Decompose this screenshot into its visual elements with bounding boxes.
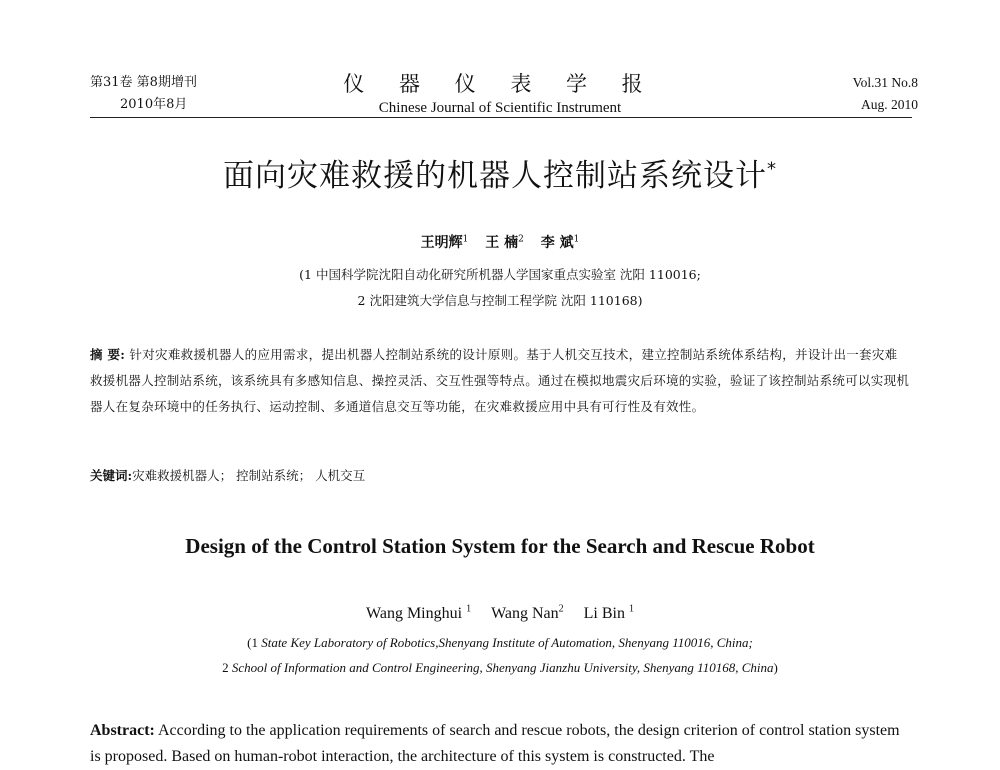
abstract-zh-text: 针对灾难救援机器人的应用需求，提出机器人控制站系统的设计原则。基于人机交互技术，建立控制站系统体系结构，并设计出一套灾难救援机器人控制站系统，该系统具有多感知信息、操控灵活、交互性强等特点。通过在模拟地震灾后环境的实验，验证了该控制站系统可以实现机器人在复杂环境中的任务执行、运动控制、多通道信息交互等功能，在灾难救援应用中具有可行性及有效性。 [90,347,910,414]
authors-en [0,604,1000,623]
authors-zh [0,232,1000,252]
author-zh: 王 楠$^2$ [485,234,524,251]
volume-issue: 第31卷 第8期增刊 [90,75,197,90]
author-zh: 王明辉$^1$ [420,234,469,251]
affiliation-en-1: (1 State Key Laboratory of Robotics,Shenyang Institute of Automation, Shenyang 110016, China; [247,635,753,650]
affiliations-en [0,630,1000,680]
author-en: Wang Minghui $^1$ [366,604,472,623]
volume-issue-en: Vol.31 No.8 [852,75,918,90]
abstract-zh [90,342,910,420]
keywords-zh-text: 灾难救援机器人； 控制站系统； 人机交互 [132,468,366,483]
abstract-zh-label: 摘 要: [90,347,126,362]
journal-volume-info-en [853,72,918,116]
affiliation-en-2: 2 School of Information and Control Engineering, Shenyang Jianzhu University, Shenyang 110168, China) [222,660,778,675]
header-rule [90,117,912,118]
journal-title [0,68,1000,117]
paper-title-en: Design of the Control Station System for the Search and Rescue Robot [185,534,815,558]
abstract-en [90,718,912,770]
author-en: Li Bin $^1$ [583,604,634,623]
paper-title-zh [0,150,1000,195]
affiliation-zh-1: (1 中国科学院沈阳自动化研究所机器人学国家重点实验室 沈阳 110016; [299,267,701,282]
author-zh: 李 斌$^1$ [540,234,580,251]
affiliations-zh [0,262,1000,314]
journal-title-en: Chinese Journal of Scientific Instrument [378,100,622,116]
keywords-zh-label: 关键词: [90,468,133,483]
journal-title-zh: 仪 器 仪 表 学 报 [343,72,657,96]
abstract-en-text: According to the application requirements of search and rescue robots, the design criterion of control station system is proposed. Based on human-robot interaction, the architecture of this system is constructed. The [90,722,900,765]
publication-date-en: Aug. 2010 [861,97,918,112]
abstract-en-label: Abstract: [90,722,155,739]
paper-title-zh-text: 面向灾难救援的机器人控制站系统设计 [223,158,767,194]
publication-date-zh: 2010年8月 [120,97,188,112]
affiliation-zh-2: 2 沈阳建筑大学信息与控制工程学院 沈阳 110168) [357,293,643,308]
title-footnote-mark: * [767,158,777,180]
author-en: Wang Nan$^2$ [491,604,564,623]
keywords-zh [90,466,910,486]
